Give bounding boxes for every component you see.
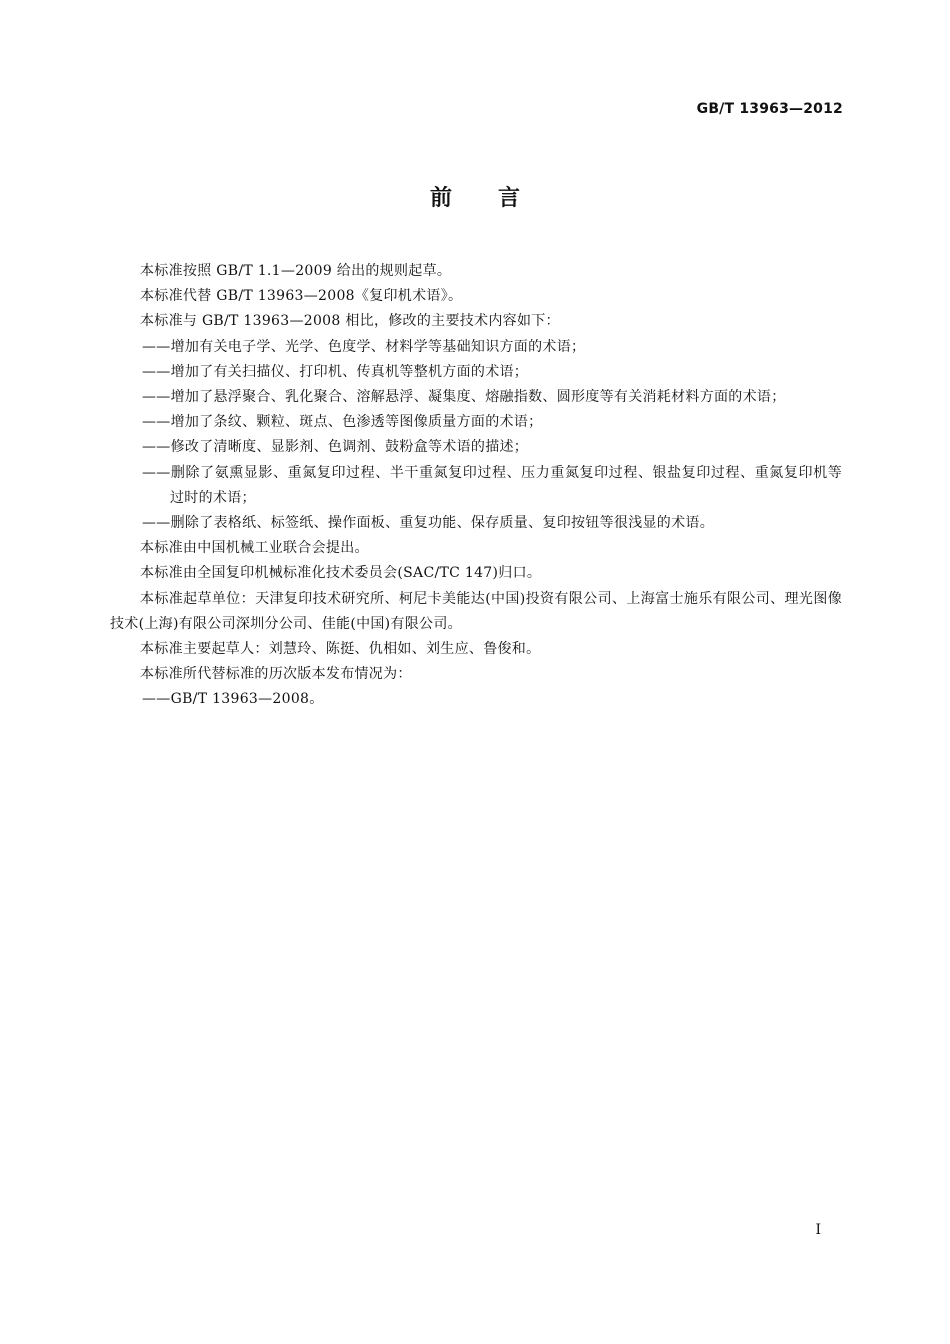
paragraph-drafting-rules: 本标准按照 GB/T 1.1—2009 给出的规则起草。 [140,263,452,279]
paragraph-proposer: 本标准由中国机械工业联合会提出。 [140,540,369,557]
page-title: 前言 [429,186,566,211]
paragraph-comparison: 本标准与 GB/T 13963—2008 相比，修改的主要技术内容如下： [140,313,560,330]
document-body [110,259,842,713]
paragraph-replacement: 本标准代替 GB/T 13963—2008《复印机术语》。 [140,288,463,305]
change-item: ——增加了悬浮聚合、乳化聚合、溶解悬浮、凝集度、熔融指数、圆形度等有关消耗材料方面的术语； [142,389,786,406]
paragraph-history-intro: 本标准所代替标准的历次版本发布情况为： [140,666,412,683]
standard-code: GB/T 13963—2012 [696,101,843,117]
change-item: ——增加有关电子学、光学、色度学、材料学等基础知识方面的术语； [142,338,586,355]
change-item: ——删除了表格纸、标签纸、操作面板、重复功能、保存质量、复印按钮等很浅显的术语。 [142,515,714,532]
paragraph-drafters: 本标准主要起草人：刘慧玲、陈挺、仇相如、刘生应、鲁俊和。 [140,641,541,658]
page-number: I [815,1222,821,1238]
change-item: ——修改了清晰度、显影剂、色调剂、鼓粉盒等术语的描述； [142,439,529,456]
paragraph-committee: 本标准由全国复印机械标准化技术委员会(SAC/TC 147)归口。 [140,565,542,582]
paragraph-drafting-units: 本标准起草单位：天津复印技术研究所、柯尼卡美能达(中国)投资有限公司、上海富士施乐有限公司、理光图像技术(上海)有限公司深圳分公司、佳能(中国)有限公司。 [110,590,842,632]
change-item: ——增加了条纹、颗粒、斑点、色渗透等图像质量方面的术语； [142,414,543,431]
history-item: ——GB/T 13963—2008。 [142,691,324,708]
change-item: ——删除了氨熏显影、重氮复印过程、半干重氮复印过程、压力重氮复印过程、银盐复印过程、重氮复印机等过时的术语； [142,464,842,506]
change-item: ——增加了有关扫描仪、打印机、传真机等整机方面的术语； [142,363,529,380]
